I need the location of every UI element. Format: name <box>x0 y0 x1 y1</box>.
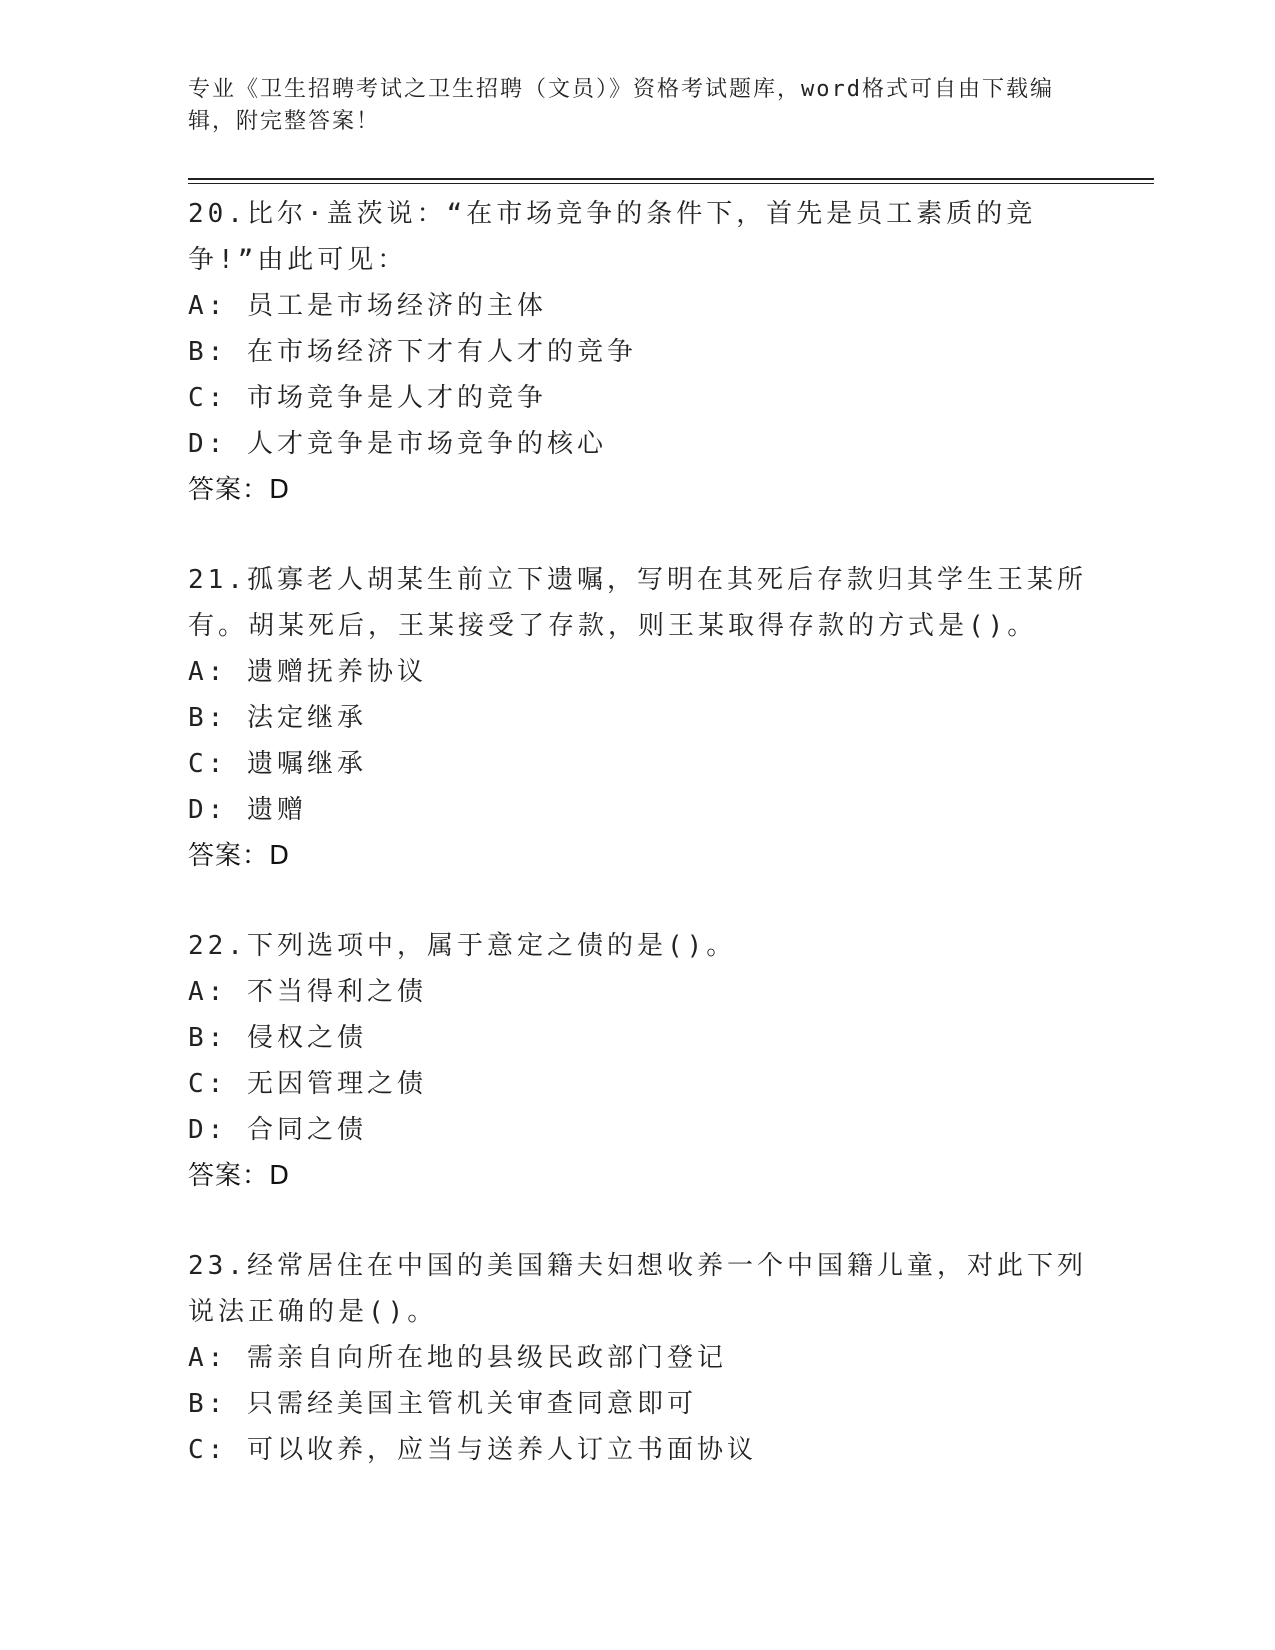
question-text: 20.比尔·盖茨说：“在市场竞争的条件下，首先是员工素质的竞争!”由此可见： <box>188 199 1037 275</box>
question-22 <box>188 923 1088 1199</box>
option-d: D: 人才竞争是市场竞争的核心 <box>188 429 607 459</box>
option-a: A: 员工是市场经济的主体 <box>188 291 547 321</box>
question-text: 21.孤寡老人胡某生前立下遗嘱，写明在其死后存款归其学生王某所有。胡某死后，王某接受了存款，则王某取得存款的方式是()。 <box>188 565 1087 641</box>
question-text: 22.下列选项中，属于意定之债的是()。 <box>188 931 737 961</box>
question-21 <box>188 557 1088 879</box>
option-b: B: 只需经美国主管机关审查同意即可 <box>188 1389 697 1419</box>
header-divider-thick <box>188 178 1154 180</box>
answer: 答案：D <box>188 841 291 871</box>
option-b: B: 法定继承 <box>188 703 367 733</box>
option-c: C: 遗嘱继承 <box>188 749 367 779</box>
question-text: 23.经常居住在中国的美国籍夫妇想收养一个中国籍儿童，对此下列说法正确的是()。 <box>188 1251 1087 1327</box>
option-a: A: 需亲自向所在地的县级民政部门登记 <box>188 1343 727 1373</box>
option-b: B: 侵权之债 <box>188 1023 367 1053</box>
option-d: D: 合同之债 <box>188 1115 367 1145</box>
answer: 答案：D <box>188 475 291 505</box>
option-a: A: 不当得利之债 <box>188 977 427 1007</box>
question-23 <box>188 1243 1088 1473</box>
option-b: B: 在市场经济下才有人才的竞争 <box>188 337 637 367</box>
answer: 答案：D <box>188 1161 291 1191</box>
option-a: A: 遗赠抚养协议 <box>188 657 427 687</box>
document-header: 专业《卫生招聘考试之卫生招聘（文员）》资格考试题库，word格式可自由下载编辑，附完整答案！ <box>188 77 1054 134</box>
option-c: C: 可以收养，应当与送养人订立书面协议 <box>188 1435 757 1465</box>
option-c: C: 市场竞争是人才的竞争 <box>188 383 547 413</box>
question-20 <box>188 191 1088 513</box>
option-c: C: 无因管理之债 <box>188 1069 427 1099</box>
question-list <box>188 191 1088 1517</box>
header-divider-thin <box>188 183 1154 184</box>
option-d: D: 遗赠 <box>188 795 307 825</box>
